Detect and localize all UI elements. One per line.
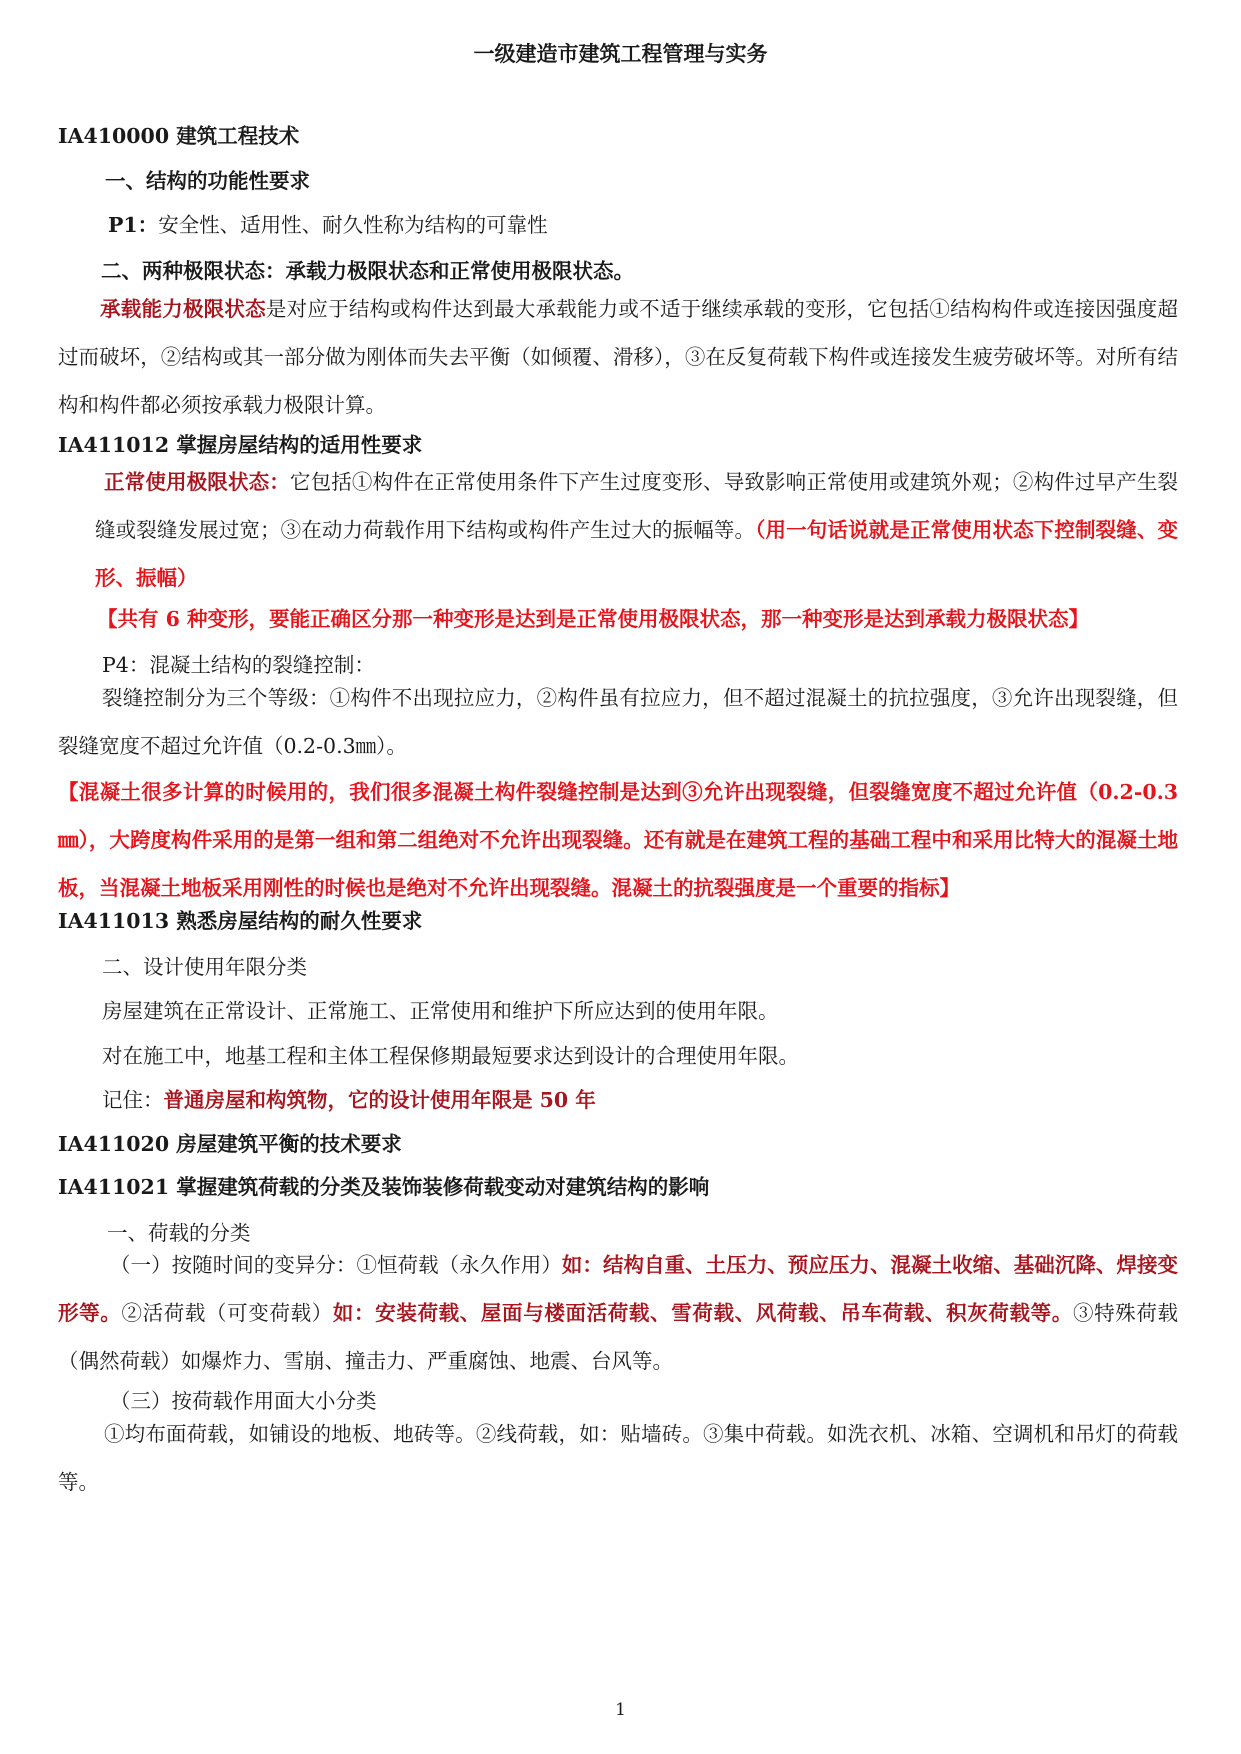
page-number: 1: [615, 1700, 626, 1720]
note-concrete-cracks: 【混凝土很多计算的时候用的，我们很多混凝土构件裂缝控制是达到③允许出现裂缝，但裂缝宽度不超过允许值（0.2-0.3㎜），大跨度构件采用的是第一组和第二组绝对不允许出现裂缝。还有就是在建筑工程的基础工程中和采用比特大的混凝土地板，当混凝土地板采用刚性的时候也是绝对不允许出现裂缝。混凝土的抗裂强度是一个重要的指标】: [58, 780, 1178, 900]
subheading-load-classification: 一、荷载的分类: [107, 1221, 251, 1245]
load-time-text-3: ③特殊荷载（偶然荷载）如爆炸力、雪崩、撞击力、严重腐蚀、地震、台风等。: [58, 1301, 1179, 1373]
remember-text: 普通房屋和构筑物，它的设计使用年限是 50 年: [163, 1088, 596, 1112]
paragraph-remember: [102, 1085, 596, 1115]
section-heading-ia411020: IA411020 房屋建筑平衡的技术要求: [58, 1132, 402, 1156]
load-time-highlight-1: 如：结构自重、土压力、预应压力、混凝土收缩、基础沉降、焊接变形等。: [58, 1253, 1179, 1325]
subheading-two-limit-states: 二、两种极限状态：承载力极限状态和正常使用极限状态。: [101, 259, 634, 283]
subheading-design-life: 二、设计使用年限分类: [102, 955, 307, 979]
section-heading-ia410000: IA410000 建筑工程技术: [58, 124, 300, 148]
term-ultimate-limit-state: 承载能力极限状态: [100, 297, 266, 321]
paragraph-load-time-variation: [58, 1241, 1178, 1385]
load-time-text-1: （一）按随时间的变异分：①恒荷载（永久作用）: [110, 1253, 562, 1277]
note-six-deformations: 【共有 6 种变形，要能正确区分那一种变形是达到是正常使用极限状态，那一种变形是达到承载力极限状态】: [97, 607, 1090, 631]
paragraph-warranty: 对在施工中，地基工程和主体工程保修期最短要求达到设计的合理使用年限。: [102, 1044, 799, 1068]
ultimate-limit-state-text: 是对应于结构或构件达到最大承载能力或不适于继续承载的变形，它包括①结构构件或连接因强度超过而破坏，②结构或其一部分做为刚体而失去平衡（如倾覆、滑移），③在反复荷载下构件或连接发生疲劳破坏等。对所有结构和构件都必须按承载力极限计算。: [58, 297, 1179, 417]
section-heading-ia411013: IA411013 熟悉房屋结构的耐久性要求: [58, 909, 423, 933]
paragraph-p4: P4：混凝土结构的裂缝控制：: [102, 653, 375, 677]
subheading-load-area: （三）按荷载作用面大小分类: [110, 1389, 377, 1413]
paragraph-design-life-definition: 房屋建筑在正常设计、正常施工、正常使用和维护下所应达到的使用年限。: [102, 999, 779, 1023]
term-serviceability-limit-state: 正常使用极限状态：: [104, 470, 290, 494]
subheading-functional-requirements: 一、结构的功能性要求: [105, 169, 310, 193]
load-time-highlight-2: 如：安装荷载、屋面与楼面活荷载、雪荷载、风荷载、吊车荷载、积灰荷载等。: [332, 1301, 1073, 1325]
load-time-text-2: ②活荷载（可变荷载）: [121, 1301, 333, 1325]
remember-label: 记住：: [102, 1088, 164, 1112]
serviceability-note: （用一句话说就是正常使用状态下控制裂缝、变形、振幅）: [95, 518, 1179, 590]
paragraph-p1: [108, 210, 548, 240]
paragraph-ultimate-limit-state: [58, 285, 1178, 429]
paragraph-crack-control-levels: 裂缝控制分为三个等级：①构件不出现拉应力，②构件虽有拉应力，但不超过混凝土的抗拉强度，③允许出现裂缝，但裂缝宽度不超过允许值（0.2-0.3㎜）。: [58, 686, 1178, 758]
document-title: 一级建造市建筑工程管理与实务: [473, 41, 768, 66]
section-heading-ia411021: IA411021 掌握建筑荷载的分类及装饰装修荷载变动对建筑结构的影响: [58, 1175, 710, 1199]
paragraph-serviceability-limit-state: [95, 458, 1178, 602]
p1-label: P1：: [108, 213, 159, 237]
section-heading-ia411012: IA411012 掌握房屋结构的适用性要求: [58, 433, 423, 457]
serviceability-text: 它包括①构件在正常使用条件下产生过度变形、导致影响正常使用或建筑外观；②构件过早产生裂缝或裂缝发展过宽；③在动力荷载作用下结构或构件产生过大的振幅等。: [95, 470, 1179, 542]
paragraph-load-area-types: ①均布面荷载，如铺设的地板、地砖等。②线荷载，如：贴墙砖。③集中荷载。如洗衣机、冰箱、空调机和吊灯的荷载等。: [58, 1422, 1178, 1494]
p1-text: 安全性、适用性、耐久性称为结构的可靠性: [158, 213, 548, 237]
